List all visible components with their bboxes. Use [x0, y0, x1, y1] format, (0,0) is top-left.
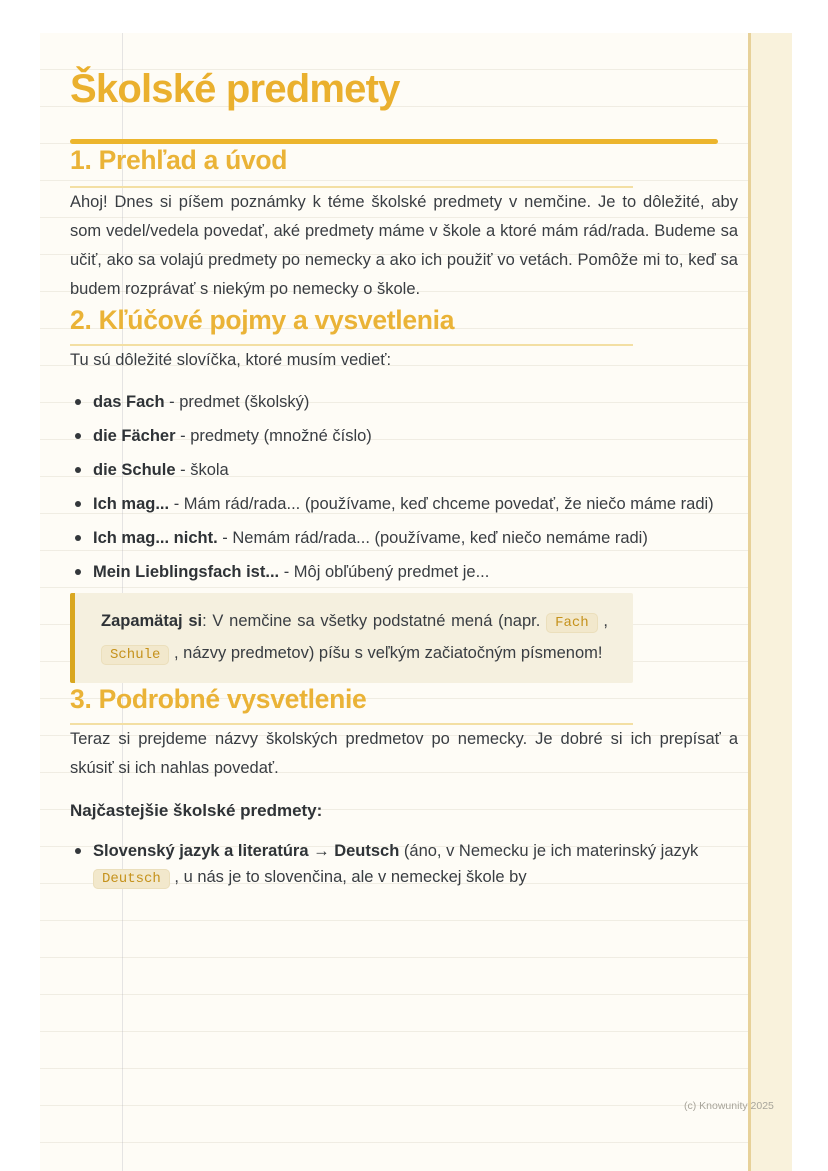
section-1-paragraph: Ahoj! Dnes si píšem poznámky k téme školské predmety v nemčine. Je to dôležité, aby som vedel/vedela povedať, aké predmety máme v škole a ktoré mám rád/rada. Budeme sa učiť, ako sa volajú predmety po nemecky a ako ich použiť vo vetách. Pomôže mi to, keď sa budem rozprávať s niekým po nemecky o škole.: [70, 193, 738, 298]
list-item: [70, 389, 738, 415]
callout-text: , názvy predmetov) píšu s veľkým začiatočným písmenom!: [169, 644, 603, 662]
inline-code-chip: Deutsch: [93, 869, 170, 889]
term-description: - Nemám rád/rada... (používame, keď niečo nemáme radi): [217, 529, 648, 547]
term-description: - škola: [175, 461, 229, 479]
callout-box: [70, 593, 633, 683]
document-content: [70, 33, 738, 900]
section-1-heading: 1. Prehľad a úvod: [70, 145, 288, 175]
callout-text: ,: [597, 612, 608, 630]
callout-text: : V nemčine sa všetky podstatné mená (napr.: [202, 612, 547, 630]
list-item: [70, 838, 738, 892]
section-2-heading: 2. Kľúčové pojmy a vysvetlenia: [70, 305, 455, 335]
term-label: die Schule: [93, 461, 176, 479]
term-label: Slovenský jazyk a literatúra → Deutsch: [93, 842, 400, 860]
term-label: Ich mag...: [93, 495, 170, 513]
list-item: [70, 457, 738, 483]
section-3-heading: 3. Podrobné vysvetlenie: [70, 684, 367, 714]
term-description: - predmet (školský): [164, 393, 310, 411]
inline-code-chip: Schule: [101, 645, 169, 665]
subjects-list: [70, 838, 738, 892]
term-label: Mein Lieblingsfach ist...: [93, 563, 280, 581]
section-3-paragraph: Teraz si prejdeme názvy školských predmetov po nemecky. Je dobré si ich prepísať a skúsiť si ich nahlas povedať.: [70, 730, 738, 777]
list-item: [70, 423, 738, 449]
term-label: die Fächer: [93, 427, 176, 445]
subjects-subheading: Najčastejšie školské predmety:: [70, 801, 323, 820]
inline-code-chip: Fach: [546, 613, 598, 633]
list-item: [70, 525, 738, 551]
page-edge-strip: [748, 33, 792, 1171]
term-description: (áno, v Nemecku je ich materinský jazyk: [399, 842, 699, 860]
term-description: - Mám rád/rada... (používame, keď chceme povedať, že niečo máme radi): [169, 495, 714, 513]
section-2-intro: Tu sú dôležité slovíčka, ktoré musím vedieť:: [70, 351, 392, 369]
key-terms-list: [70, 389, 738, 585]
copyright-watermark: (c) Knowunity 2025: [684, 1100, 774, 1112]
list-item: [70, 559, 738, 585]
term-description: - predmety (množné číslo): [175, 427, 372, 445]
list-item: [70, 491, 738, 517]
term-label: Ich mag... nicht.: [93, 529, 218, 547]
page-title: Školské predmety: [70, 67, 400, 111]
term-description: , u nás je to slovenčina, ale v nemeckej škole by: [169, 868, 527, 886]
callout-label: Zapamätaj si: [101, 612, 203, 630]
term-label: das Fach: [93, 393, 165, 411]
term-description: - Môj obľúbený predmet je...: [279, 563, 490, 581]
document-page: [40, 33, 792, 1171]
